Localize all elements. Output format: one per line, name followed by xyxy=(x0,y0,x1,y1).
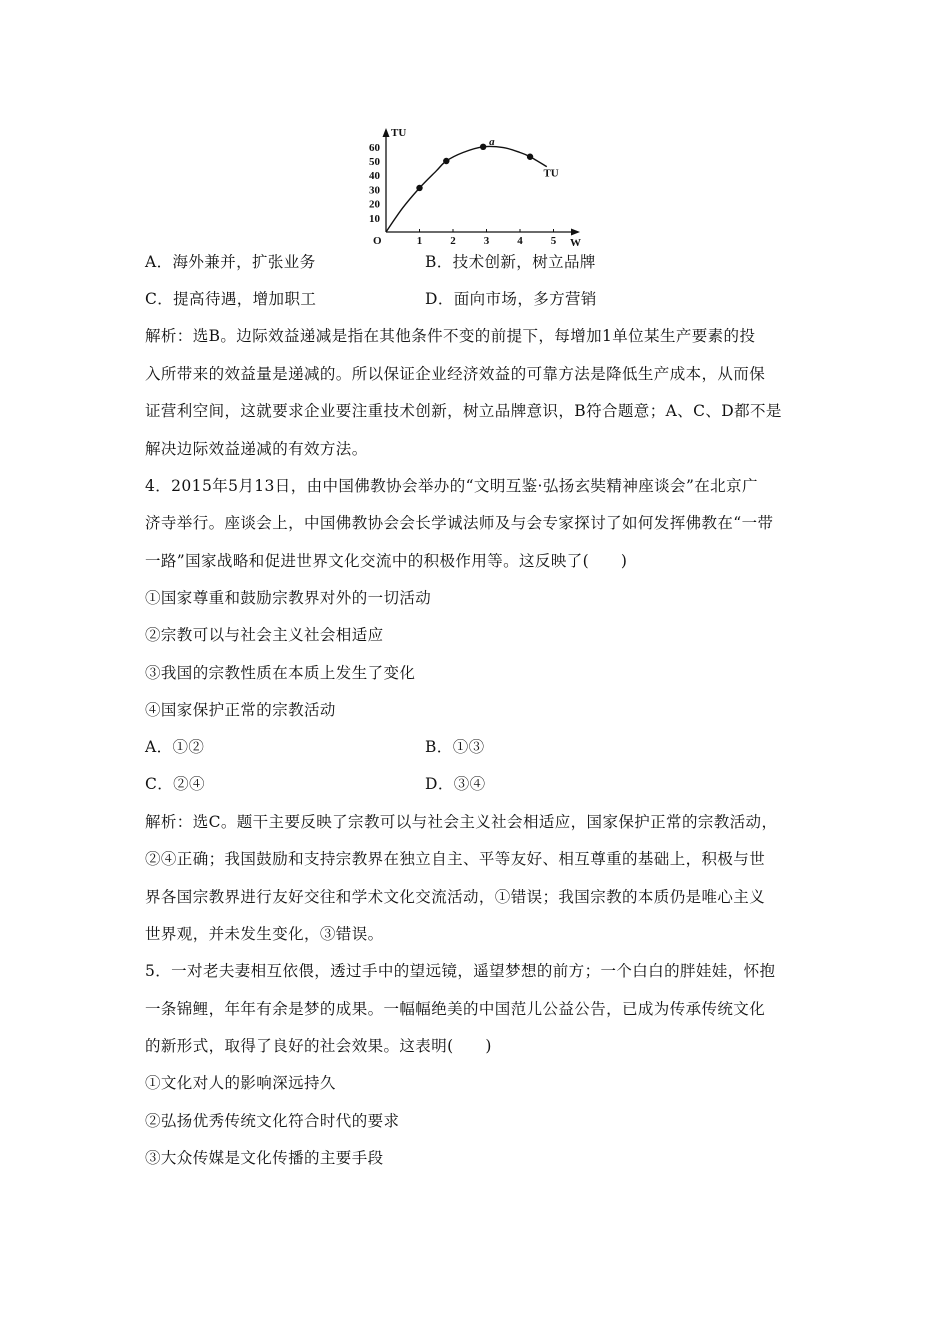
q4-item-3: ③我国的宗教性质在本质上发生了变化 xyxy=(145,664,416,682)
q3-option-c: C．提高待遇，增加职工 xyxy=(145,290,317,308)
q4-option-c: C．②④ xyxy=(145,775,205,793)
q4-item-4: ④国家保护正常的宗教活动 xyxy=(145,701,336,719)
tu-chart-svg xyxy=(356,120,596,252)
q5-item-3: ③大众传媒是文化传播的主要手段 xyxy=(145,1149,384,1167)
y-tick-label: 30 xyxy=(369,184,380,197)
data-point xyxy=(416,185,422,191)
q5-item-2: ②弘扬优秀传统文化符合时代的要求 xyxy=(145,1112,400,1130)
q4-item-1: ①国家尊重和鼓励宗教界对外的一切活动 xyxy=(145,589,432,607)
x-tick-label: 3 xyxy=(483,235,490,247)
origin-label: O xyxy=(373,235,382,247)
y-axis-label: TU xyxy=(391,127,407,139)
q4-stem-line: 济寺举行。座谈会上，中国佛教协会会长学诚法师及与会专家探讨了如何发挥佛教在“一带 xyxy=(145,514,774,532)
q3-analysis-line: 证营利空间，这就要求企业要注重技术创新，树立品牌意识，B符合题意；A、C、D都不是 xyxy=(145,402,782,420)
q4-stem-line: 一路”国家战略和促进世界文化交流中的积极作用等。这反映了( ) xyxy=(145,552,628,570)
x-tick-label: 5 xyxy=(550,235,557,247)
q5-stem-line: 5．一对老夫妻相互依偎，透过手中的望远镜，遥望梦想的前方；一个白白的胖娃娃，怀抱 xyxy=(145,962,776,980)
tu-chart xyxy=(356,120,596,252)
y-axis-arrow xyxy=(383,128,390,137)
x-tick-label: 1 xyxy=(416,235,423,247)
q4-analysis-line: 解析：选C。题干主要反映了宗教可以与社会主义社会相适应，国家保护正常的宗教活动， xyxy=(145,813,778,831)
q3-analysis-line: 解决边际效益递减的有效方法。 xyxy=(145,440,368,458)
q3-option-a: A．海外兼并，扩张业务 xyxy=(145,253,316,271)
x-tick-label: 2 xyxy=(450,235,456,247)
q4-analysis-line: ②④正确；我国鼓励和支持宗教界在独立自主、平等友好、相互尊重的基础上，积极与世 xyxy=(145,850,766,868)
q3-analysis-line: 解析：选B。边际效益递减是指在其他条件不变的前提下，每增加1单位某生产要素的投 xyxy=(145,327,756,345)
q4-option-d: D．③④ xyxy=(425,775,486,793)
q5-stem-line: 一条锦鲤，年年有余是梦的成果。一幅幅绝美的中国范儿公益公告，已成为传承传统文化 xyxy=(145,1000,766,1018)
q3-analysis-line: 入所带来的效益量是递减的。所以保证企业经济效益的可靠方法是降低生产成本，从而保 xyxy=(145,365,766,383)
q4-analysis-line: 世界观，并未发生变化，③错误。 xyxy=(145,925,384,943)
q4-option-a: A．①② xyxy=(145,738,205,756)
q4-stem-line: 4．2015年5月13日，由中国佛教协会举办的“文明互鉴·弘扬玄奘精神座谈会”在北京广 xyxy=(145,477,758,495)
data-point xyxy=(480,144,486,150)
y-tick-label: 10 xyxy=(369,212,380,225)
data-point xyxy=(527,154,533,160)
series-label: TU xyxy=(543,167,559,180)
x-axis-arrow xyxy=(571,229,580,236)
q4-analysis-line: 界各国宗教界进行友好交往和学术文化交流活动，①错误；我国宗教的本质仍是唯心主义 xyxy=(145,888,766,906)
data-point xyxy=(443,158,449,164)
q4-option-b: B．①③ xyxy=(425,738,485,756)
y-tick-label: 40 xyxy=(369,170,380,183)
q5-item-1: ①文化对人的影响深远持久 xyxy=(145,1074,336,1092)
tu-curve xyxy=(386,146,547,232)
q4-item-2: ②宗教可以与社会主义社会相适应 xyxy=(145,626,384,644)
q5-stem-line: 的新形式，取得了良好的社会效果。这表明( ) xyxy=(145,1037,492,1055)
point-a-label: a xyxy=(489,135,495,148)
q3-option-d: D．面向市场，多方营销 xyxy=(425,290,597,308)
y-tick-label: 50 xyxy=(369,156,380,168)
chart-plot xyxy=(386,136,559,232)
q3-option-b: B．技术创新，树立品牌 xyxy=(425,253,596,271)
x-tick-label: 4 xyxy=(517,235,523,247)
chart-axes xyxy=(373,127,581,249)
y-tick-label: 60 xyxy=(369,141,380,154)
x-axis-label: W xyxy=(570,237,581,249)
y-tick-label: 20 xyxy=(369,198,380,211)
